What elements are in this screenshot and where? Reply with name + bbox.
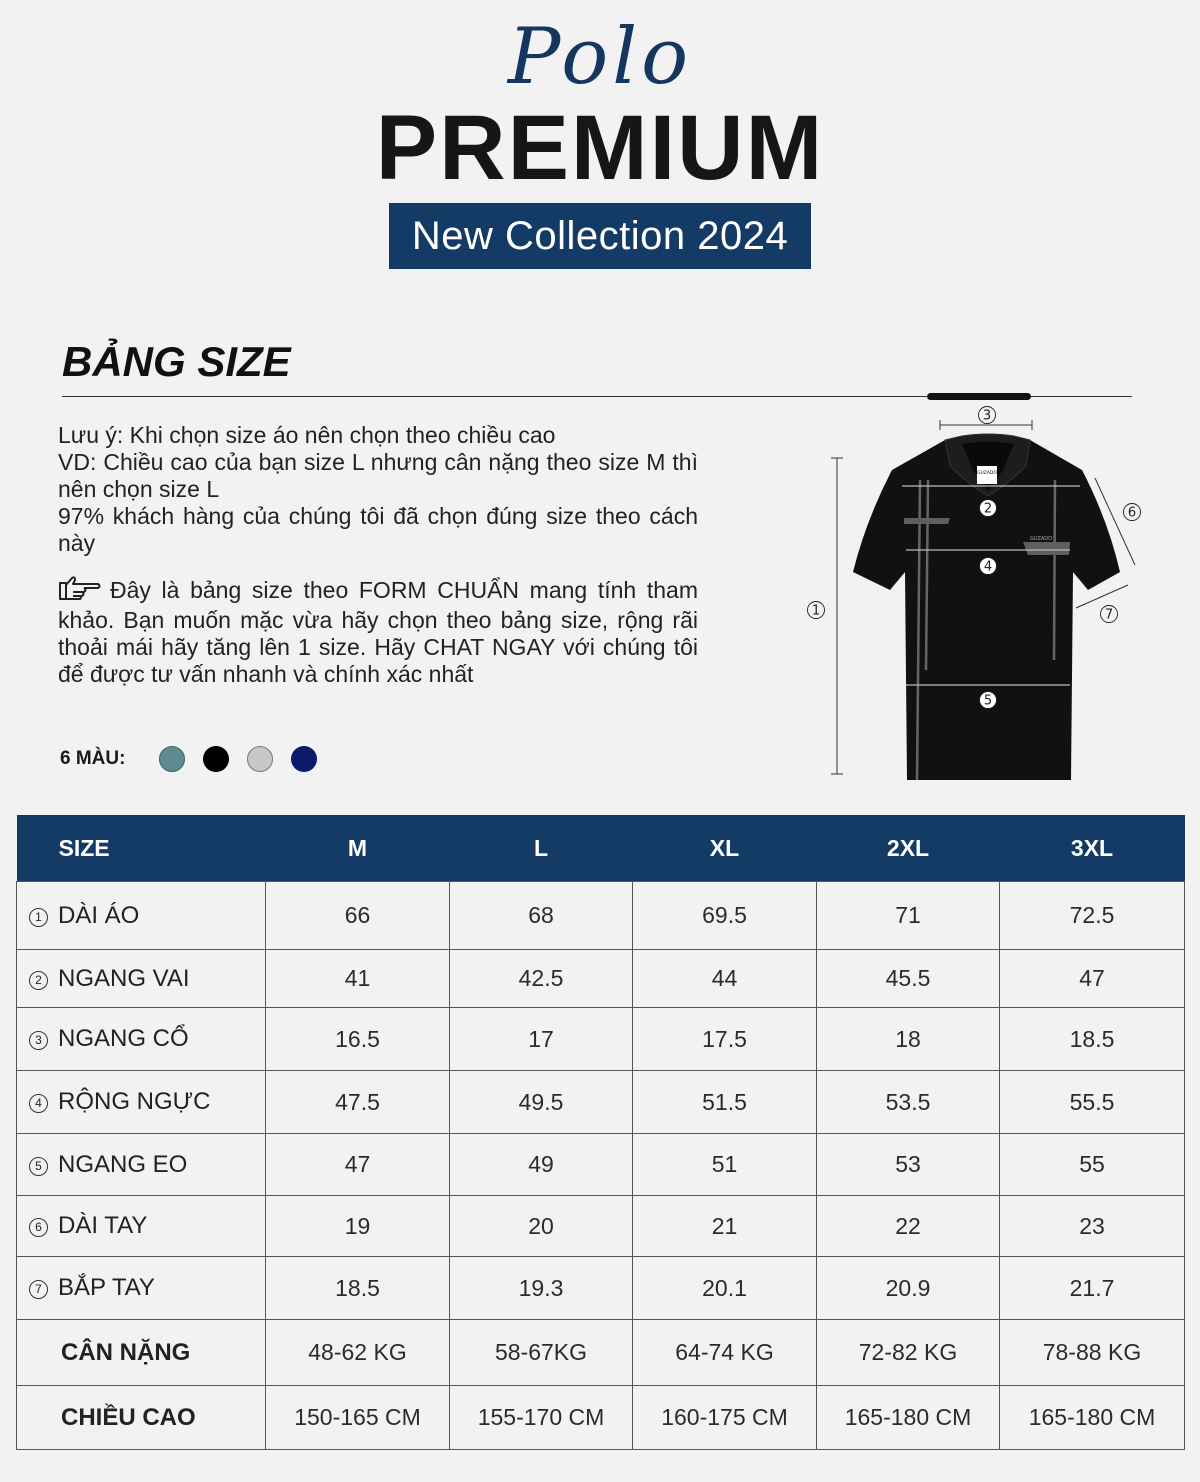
table-cell: 69.5 — [633, 882, 817, 950]
table-cell: 18 — [817, 1008, 1000, 1071]
table-cell: 68 — [450, 882, 633, 950]
row-number-marker: 2 — [29, 971, 48, 990]
marker-4: 4 — [983, 559, 993, 575]
row-label — [17, 1257, 266, 1320]
table-cell: 47 — [1000, 950, 1185, 1008]
table-cell: 160-175 CM — [633, 1386, 817, 1450]
table-cell: 45.5 — [817, 950, 1000, 1008]
table-cell: 72.5 — [1000, 882, 1185, 950]
note-line: 97% khách hàng của chúng tôi đã chọn đúng size theo cách này — [58, 503, 698, 556]
table-cell: 165-180 CM — [1000, 1386, 1185, 1450]
row-label-text: RỘNG NGỰC — [58, 1088, 211, 1115]
table-cell: 48-62 KG — [266, 1320, 450, 1386]
color-swatch-black[interactable] — [203, 746, 229, 772]
table-cell: 72-82 KG — [817, 1320, 1000, 1386]
row-number-marker: 1 — [29, 908, 48, 927]
table-cell: 49 — [450, 1134, 633, 1196]
table-cell: 17.5 — [633, 1008, 817, 1071]
table-row — [17, 1196, 1185, 1257]
row-label-text: DÀI TAY — [58, 1212, 148, 1239]
table-row — [17, 1320, 1185, 1386]
table-cell: 41 — [266, 950, 450, 1008]
table-row — [17, 950, 1185, 1008]
table-cell: 71 — [817, 882, 1000, 950]
size-notes — [58, 422, 698, 688]
section-divider-accent — [927, 393, 1031, 400]
row-label — [17, 1008, 266, 1071]
row-label — [17, 882, 266, 950]
table-cell: 51 — [633, 1134, 817, 1196]
table-row — [17, 1386, 1185, 1450]
table-cell: 165-180 CM — [817, 1386, 1000, 1450]
color-swatch-gray[interactable] — [247, 746, 273, 772]
column-header-l: L — [450, 815, 633, 882]
row-label-text: NGANG VAI — [58, 964, 190, 992]
color-swatch-navy[interactable] — [291, 746, 317, 772]
row-label-text: BẮP TAY — [58, 1274, 155, 1301]
row-number-marker: 3 — [29, 1031, 48, 1050]
table-cell: 51.5 — [633, 1071, 817, 1134]
row-number-marker: 4 — [29, 1094, 48, 1113]
row-number-marker: 6 — [29, 1218, 48, 1237]
column-header-size: SIZE — [17, 815, 266, 882]
table-cell: 21 — [633, 1196, 817, 1257]
row-label-text: CÂN NẶNG — [61, 1338, 191, 1366]
row-label — [17, 1320, 266, 1386]
marker-2: 2 — [983, 501, 993, 517]
row-label — [17, 1196, 266, 1257]
script-title: Polo — [507, 12, 693, 102]
table-cell: 44 — [633, 950, 817, 1008]
column-header-xl: XL — [633, 815, 817, 882]
size-table — [16, 815, 1185, 1450]
note-line: VD: Chiều cao của bạn size L nhưng cân nặng theo size M thì nên chọn size L — [58, 449, 698, 502]
row-label-text: NGANG CỔ — [58, 1025, 189, 1052]
row-label-text: DÀI ÁO — [58, 901, 140, 929]
table-cell: 78-88 KG — [1000, 1320, 1185, 1386]
pointing-hand-icon — [58, 575, 110, 607]
color-swatch-teal[interactable] — [159, 746, 185, 772]
table-row — [17, 1134, 1185, 1196]
table-cell: 55 — [1000, 1134, 1185, 1196]
table-cell: 18.5 — [1000, 1008, 1185, 1071]
row-label — [17, 1386, 266, 1450]
table-cell: 42.5 — [450, 950, 633, 1008]
table-row — [17, 1071, 1185, 1134]
row-label-text: NGANG EO — [58, 1150, 188, 1178]
row-label-text: CHIỀU CAO — [61, 1403, 196, 1431]
marker-1: 1 — [811, 603, 821, 619]
table-cell: 49.5 — [450, 1071, 633, 1134]
table-cell: 17 — [450, 1008, 633, 1071]
marker-5: 5 — [983, 693, 993, 709]
table-cell: 66 — [266, 882, 450, 950]
table-cell: 21.7 — [1000, 1257, 1185, 1320]
table-cell: 47.5 — [266, 1071, 450, 1134]
table-cell: 19 — [266, 1196, 450, 1257]
table-cell: 22 — [817, 1196, 1000, 1257]
table-cell: 155-170 CM — [450, 1386, 633, 1450]
colors-label: 6 MÀU: — [60, 748, 126, 769]
marker-7: 7 — [1104, 607, 1114, 623]
color-options — [60, 746, 335, 772]
table-cell: 20.1 — [633, 1257, 817, 1320]
table-cell: 18.5 — [266, 1257, 450, 1320]
marker-3: 3 — [982, 408, 992, 424]
table-row — [17, 1257, 1185, 1320]
row-number-marker: 7 — [29, 1280, 48, 1299]
row-label — [17, 1134, 266, 1196]
polo-shirt-diagram — [790, 400, 1150, 790]
column-header-m: M — [266, 815, 450, 882]
marker-6: 6 — [1127, 505, 1137, 521]
table-cell: 19.3 — [450, 1257, 633, 1320]
table-row — [17, 882, 1185, 950]
table-cell: 53.5 — [817, 1071, 1000, 1134]
table-cell: 58-67KG — [450, 1320, 633, 1386]
row-number-marker: 5 — [29, 1157, 48, 1176]
table-cell: 64-74 KG — [633, 1320, 817, 1386]
brand-label: GUZADO — [977, 471, 997, 476]
table-cell: 150-165 CM — [266, 1386, 450, 1450]
collection-badge: New Collection 2024 — [389, 203, 811, 269]
table-cell: 16.5 — [266, 1008, 450, 1071]
row-label — [17, 1071, 266, 1134]
note-line — [58, 575, 698, 688]
table-cell: 55.5 — [1000, 1071, 1185, 1134]
table-cell: 20.9 — [817, 1257, 1000, 1320]
column-header-2xl: 2XL — [817, 815, 1000, 882]
chest-logo-text: GUZADO — [1030, 536, 1053, 542]
table-header-row — [17, 815, 1185, 882]
table-cell: 53 — [817, 1134, 1000, 1196]
note-line-text: Đây là bảng size theo FORM CHUẨN mang tính tham khảo. Bạn muốn mặc vừa hãy chọn theo bảng size, rộng rãi thoải mái hãy tăng lên 1 size. Hãy CHAT NGAY với chúng tôi để được tư vấn nhanh và chính xác nhất — [58, 577, 698, 687]
section-title: BẢNG SIZE — [62, 338, 291, 385]
page-title: PREMIUM — [375, 97, 825, 199]
column-header-3xl: 3XL — [1000, 815, 1185, 882]
table-cell: 23 — [1000, 1196, 1185, 1257]
row-label — [17, 950, 266, 1008]
table-row — [17, 1008, 1185, 1071]
note-line: Lưu ý: Khi chọn size áo nên chọn theo chiều cao — [58, 422, 556, 448]
table-cell: 47 — [266, 1134, 450, 1196]
table-cell: 20 — [450, 1196, 633, 1257]
